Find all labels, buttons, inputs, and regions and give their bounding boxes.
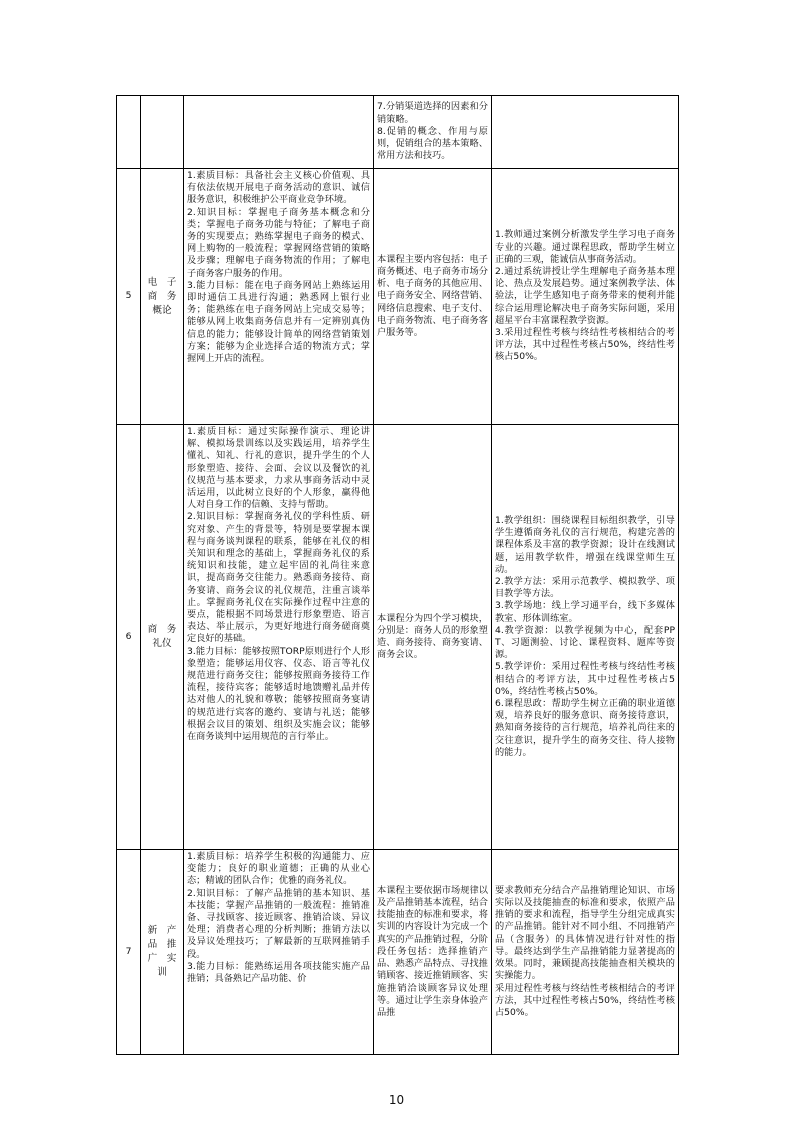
- targets-line: 1.素质目标：培养学生积极的沟通能力、应变能力；良好的职业道德；正确的从业心态；精诚的团队合作；优雅的商务礼仪。: [187, 851, 370, 887]
- targets-line: 2.知识目标：掌握电子商务基本概念和分类；掌握电子商务功能与特征；了解电子商务的实现要点；熟练掌握电子商务的模式、网上购物的一般流程；掌握网络营销的策略及步骤；理解电子商务物流的作用；了解电子商务客户服务的作用。: [187, 206, 370, 279]
- name-line: 品 推: [147, 939, 177, 950]
- course-content: [374, 850, 492, 1055]
- targets-line: 1.素质目标：通过实际操作演示、理论讲解、模拟场景训练以及实践运用，培养学生懂礼、知礼、行礼的意识，提升学生的个人形象塑造、接待、会面、会议以及餐饮的礼仪规范与基本要求，力求从事商务活动中灵活运用，以此树立良好的个人形象，赢得他人对自身工作的信赖、支持与帮助。: [187, 426, 370, 511]
- course-content: [374, 96, 492, 169]
- course-content: [374, 169, 492, 425]
- course-table: [116, 95, 679, 1055]
- table-row: [117, 96, 679, 169]
- name-line: 概论: [152, 304, 172, 316]
- content-line: 本课程主要内容包括：电子商务概述、电子商务市场分析、电子商务的其他应用、电子商务安全、网络营销、网络信息搜索、电子支付、电子商务物流、电子商务客户服务等。: [377, 253, 488, 338]
- course-targets: [184, 850, 374, 1055]
- row-number: [117, 96, 141, 169]
- targets-line: 2.知识目标：了解产品推销的基本知识、基本技能；掌握产品推销的一般流程：推销准备、寻找顾客、接近顾客、推销洽谈、异议处理；消费者心理的分析判断；推销方法以及异议处理技巧；了解最新的互联网推销手段。: [187, 887, 370, 960]
- targets-line: 1.素质目标：具备社会主义核心价值观、具有依法依规开展电子商务活动的意识、诚信服务意识，积极维护公平商业竞争环境。: [187, 170, 370, 206]
- course-name: [141, 850, 184, 1055]
- requirements-line: 1.教师通过案例分析激发学生学习电子商务专业的兴趣。通过课程思政，帮助学生树立正确的三观，能诚信从事商务活动。: [495, 229, 675, 265]
- requirements-line: 6.课程思政：帮助学生树立正确的职业道德观，培养良好的服务意识、商务接待意识，熟知商务接待的言行规范，培养礼尚往来的交往意识，提升学生的商务交往、待人接物的能力。: [495, 698, 675, 758]
- targets-line: 3.能力目标：能在电子商务网站上熟练运用即时通信工具进行沟通；熟悉网上银行业务；能熟练在电子商务网站上完成交易等；能够从网上收集商务信息并有一定辨别真伪信息的能力；能够设计简单的网络营销策划方案；能够为企业选择合适的物流方式；掌握网上开店的流程。: [187, 279, 370, 365]
- name-line: 商 务: [147, 624, 177, 635]
- requirements-line: 2.教学方法：采用示范教学、模拟教学、项目教学等方法。: [495, 575, 675, 600]
- row-number: 7: [117, 850, 141, 1055]
- requirements-line: 3.采用过程性考核与终结性考核相结合的考评方法，其中过程性考核占50%，终结性考核占50%。: [495, 327, 675, 363]
- requirements-line: 5.教学评价：采用过程性考核与终结性考核相结合的考评方法，其中过程性考核占50%，终结性考核占50%。: [495, 661, 675, 697]
- requirements-line: 采用过程性考核与终结性考核相结合的考评方法，其中过程性考核占50%，终结性考核占50%。: [495, 982, 675, 1018]
- name-line: 广 实: [147, 953, 177, 964]
- targets-line: 3.能力目标：能够按照TORP原则进行个人形象塑造；能够运用仪容、仪态、语言等礼仪规范进行商务交往；能够按照商务接待工作流程，接待宾客；能够适时地馈赠礼品并传达对他人的礼貌和尊敬；能够按照商务宴请的规范进行宾客的邀约、宴请与礼送；能够根据会议目的策划、组织及实施会议；能够在商务谈判中运用规范的言行举止。: [187, 645, 370, 743]
- content-line: 7.分销渠道选择的因素和分销策略。: [377, 101, 488, 125]
- name-line: 商 务: [147, 290, 177, 302]
- table-row: [117, 169, 679, 425]
- teaching-requirements: [492, 169, 679, 425]
- requirements-line: 1.教学组织：围绕课程目标组织教学，引导学生遵循商务礼仪的言行规范，构建完善的课程体系及丰富的教学资源；设计在线测试题，运用教学软件，增强在线课堂师生互动。: [495, 514, 675, 575]
- targets-line: 2.知识目标：掌握商务礼仪的学科性质、研究对象、产生的背景等，特别是要掌握本课程与商务谈判课程的联系，能够在礼仪的相关知识和理念的基础上，掌握商务礼仪的系统知识和技能，建立起牢固的礼尚往来意识，提高商务交往能力。熟悉商务接待、商务宴请、商务会议的礼仪规范，注重言谈举止。掌握商务礼仪在实际操作过程中注意的要点，能根据不同场景进行形象塑造、语言表达、举止展示，为更好地进行商务磋商奠定良好的基础。: [187, 511, 370, 645]
- content-line: 本课程分为四个学习模块，分别是：商务人员的形象塑造、商务接待、商务宴请、商务会议。: [377, 612, 488, 661]
- teaching-requirements: [492, 96, 679, 169]
- table-row: [117, 425, 679, 850]
- teaching-requirements: [492, 425, 679, 850]
- page-number: 10: [388, 1093, 405, 1107]
- requirements-line: 要求教师充分结合产品推销理论知识、市场实际以及技能抽查的标准和要求，依照产品推销的要求和流程，指导学生分组完成真实的产品推销。能针对不同小组、不同推销产品（含服务）的具体情况进行针对性的指导。最终达到学生产品推销能力显著提高的效果。同时，兼顾提高技能抽查相关模块的实操能力。: [495, 884, 675, 982]
- course-targets: [184, 169, 374, 425]
- content-line: 8.促销的概念、作用与原则，促销组合的基本策略、常用方法和技巧。: [377, 125, 488, 162]
- course-name: [141, 96, 184, 169]
- name-line: 新 产: [147, 925, 177, 936]
- course-content: [374, 425, 492, 850]
- name-line: 电 子: [147, 276, 177, 288]
- row-number: 5: [117, 169, 141, 425]
- row-number: 6: [117, 425, 141, 850]
- requirements-line: 4.教学资源：以教学视频为中心，配套PPT、习题测验、讨论、课程资料、题库等资源。: [495, 624, 675, 661]
- requirements-line: 3.教学场地：线上学习通平台，线下多媒体教室、形体训练室。: [495, 600, 675, 624]
- course-name: [141, 169, 184, 425]
- teaching-requirements: [492, 850, 679, 1055]
- table-row: [117, 850, 679, 1055]
- course-targets: [184, 96, 374, 169]
- course-targets: [184, 425, 374, 850]
- name-line: 礼仪: [152, 638, 172, 649]
- content-line: 本课程主要依据市场规律以及产品推销基本流程，结合技能抽查的标准和要求，将实训的内容设计为完成一个真实的产品推销过程，分阶段任务包括：选择推销产品、熟悉产品特点、寻找推销顾客、接近推销顾客、实施推销洽谈顾客异议处理等。通过让学生亲身体验产品推: [377, 884, 488, 1018]
- requirements-line: 2.通过系统讲授让学生理解电子商务基本理论、热点及发展趋势。通过案例教学法、体验法，让学生感知电子商务带来的便利并能综合运用理论解决电子商务实际问题，采用超星平台丰富课程教学资源。: [495, 265, 675, 326]
- course-name: [141, 425, 184, 850]
- targets-line: 3.能力目标：能熟练运用各项技能实施产品推销；具备熟记产品功能、价: [187, 960, 370, 985]
- name-line: 训: [157, 967, 167, 978]
